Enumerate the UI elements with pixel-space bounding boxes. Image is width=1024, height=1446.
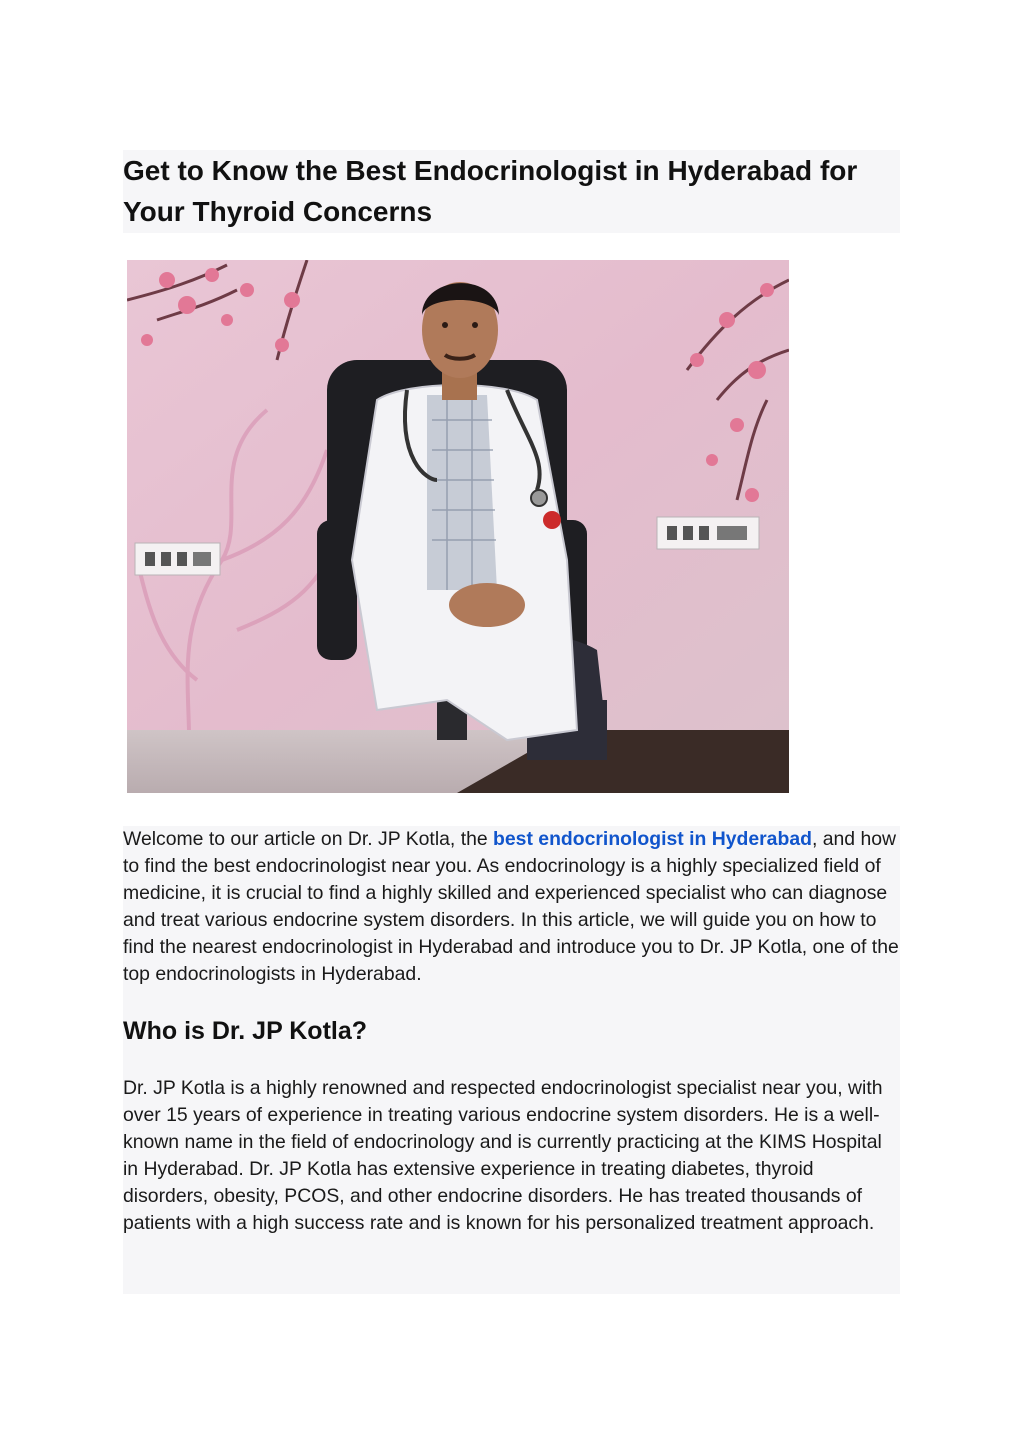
doctor-photo	[127, 260, 789, 793]
best-endocrinologist-link[interactable]: best endocrinologist in Hyderabad	[493, 828, 812, 850]
content-block	[123, 826, 900, 1294]
intro-paragraph	[123, 826, 900, 989]
intro-text-start: Welcome to our article on Dr. JP Kotla, the	[123, 828, 494, 850]
intro-text-rest: , and how to find the best endocrinologist near you. As endocrinology is a highly specialized field of medicine, it is crucial to find a highly skilled and experienced specialist who can diagnose and treat various endocrine system disorders. In this article, we will guide you on how to find the nearest endocrinologist in Hyderabad and introduce you to Dr. JP Kotla, one of the top endocrinologists in Hyderabad.	[123, 828, 899, 986]
section-paragraph: Dr. JP Kotla is a highly renowned and respected endocrinologist specialist near you, with over 15 years of experience in treating various endocrine system disorders. He is a well-known name in the field of endocrinology and is currently practicing at the KIMS Hospital in Hyderabad. Dr. JP Kotla has extensive experience in treating diabetes, thyroid disorders, obesity, PCOS, and other endocrine disorders. He has treated thousands of patients with a high success rate and is known for his personalized treatment approach.	[123, 1077, 883, 1235]
section-heading: Who is Dr. JP Kotla?	[123, 1017, 368, 1045]
title-block	[123, 150, 900, 233]
article-title: Get to Know the Best Endocrinologist in Hyderabad for Your Thyroid Concerns	[123, 155, 858, 227]
